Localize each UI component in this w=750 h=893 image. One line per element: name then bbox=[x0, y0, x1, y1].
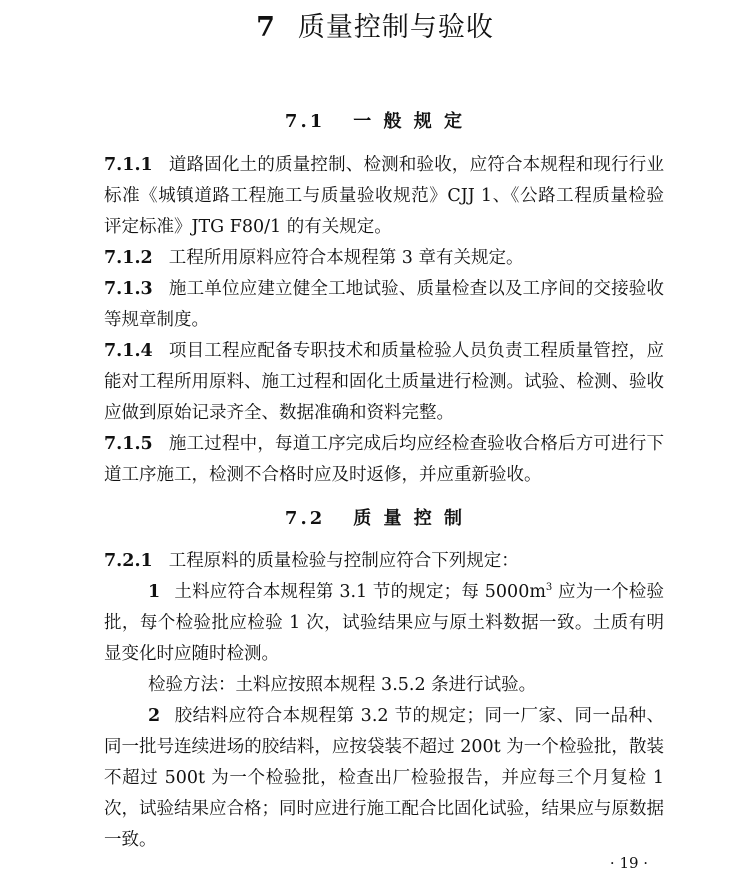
item-text-b: 应为一个检验批，每个检验批应检验 1 次，试验结果应与原土料数据一致。土质有明显变化时应随时检测。 bbox=[104, 582, 664, 664]
item-text-a: 土料应符合本规程第 3.1 节的规定；每 5000m bbox=[174, 582, 546, 602]
item-2 bbox=[104, 701, 664, 856]
chapter-title-text: 质量控制与验收 bbox=[297, 12, 494, 43]
clause-number: 7.1.2 bbox=[104, 248, 153, 268]
section-title-text: 质 量 控 制 bbox=[353, 508, 466, 529]
clause-text: 施工过程中，每道工序完成后均应经检查验收合格后方可进行下道工序施工，检测不合格时应及时返修，并应重新验收。 bbox=[104, 434, 664, 485]
clause-number: 7.1.5 bbox=[104, 434, 153, 454]
item-1 bbox=[104, 577, 664, 670]
clause-number: 7.2.1 bbox=[104, 551, 153, 571]
section-7-2-body bbox=[104, 546, 664, 856]
clause-text: 施工单位应建立健全工地试验、质量检查以及工序间的交接验收等规章制度。 bbox=[104, 279, 664, 330]
section-number: 7.2 bbox=[284, 508, 326, 529]
chapter-title bbox=[0, 8, 750, 48]
clause-7-1-1 bbox=[104, 150, 664, 243]
clause-text: 工程原料的质量检验与控制应符合下列规定： bbox=[168, 551, 519, 571]
section-title-text: 一 般 规 定 bbox=[353, 111, 466, 132]
section-7-1-body bbox=[104, 150, 664, 491]
inspection-method: 检验方法：土料应按照本规程 3.5.2 条进行试验。 bbox=[148, 675, 537, 695]
chapter-number: 7 bbox=[256, 12, 276, 43]
section-heading-7-1 bbox=[0, 108, 750, 136]
section-heading-7-2 bbox=[0, 505, 750, 533]
clause-text: 道路固化土的质量控制、检测和验收，应符合本规程和现行行业标准《城镇道路工程施工与质量验收规范》CJJ 1、《公路工程质量检验评定标准》JTG F80/1 的有关规定。 bbox=[104, 155, 664, 237]
clause-number: 7.1.4 bbox=[104, 341, 153, 361]
clause-text: 项目工程应配备专职技术和质量检验人员负责工程质量管控，应能对工程所用原料、施工过程和固化土质量进行检测。试验、检测、验收应做到原始记录齐全、数据准确和资料完整。 bbox=[104, 341, 664, 423]
section-number: 7.1 bbox=[284, 111, 326, 132]
clause-7-1-3 bbox=[104, 274, 664, 336]
page-number: · 19 · bbox=[609, 854, 649, 872]
clause-number: 7.1.3 bbox=[104, 279, 153, 299]
item-text: 胶结料应符合本规程第 3.2 节的规定；同一厂家、同一品种、同一批号连续进场的胶结料，应按袋装不超过 200t 为一个检验批，散装不超过 500t 为一个检验批，检查出厂检验报告，并应每三个月复检 1 次，试验结果应合格；同时应进行施工配合比固化试验，结果应与原数据一致。 bbox=[104, 706, 664, 850]
clause-7-1-5 bbox=[104, 429, 664, 491]
clause-text: 工程所用原料应符合本规程第 3 章有关规定。 bbox=[168, 248, 524, 268]
clause-number: 7.1.1 bbox=[104, 155, 153, 175]
clause-7-2-1 bbox=[104, 546, 664, 577]
clause-7-1-4 bbox=[104, 336, 664, 429]
clause-7-1-2 bbox=[104, 243, 664, 274]
superscript-3: 3 bbox=[545, 582, 553, 594]
item-number: 1 bbox=[148, 582, 161, 602]
item-number: 2 bbox=[148, 706, 161, 726]
